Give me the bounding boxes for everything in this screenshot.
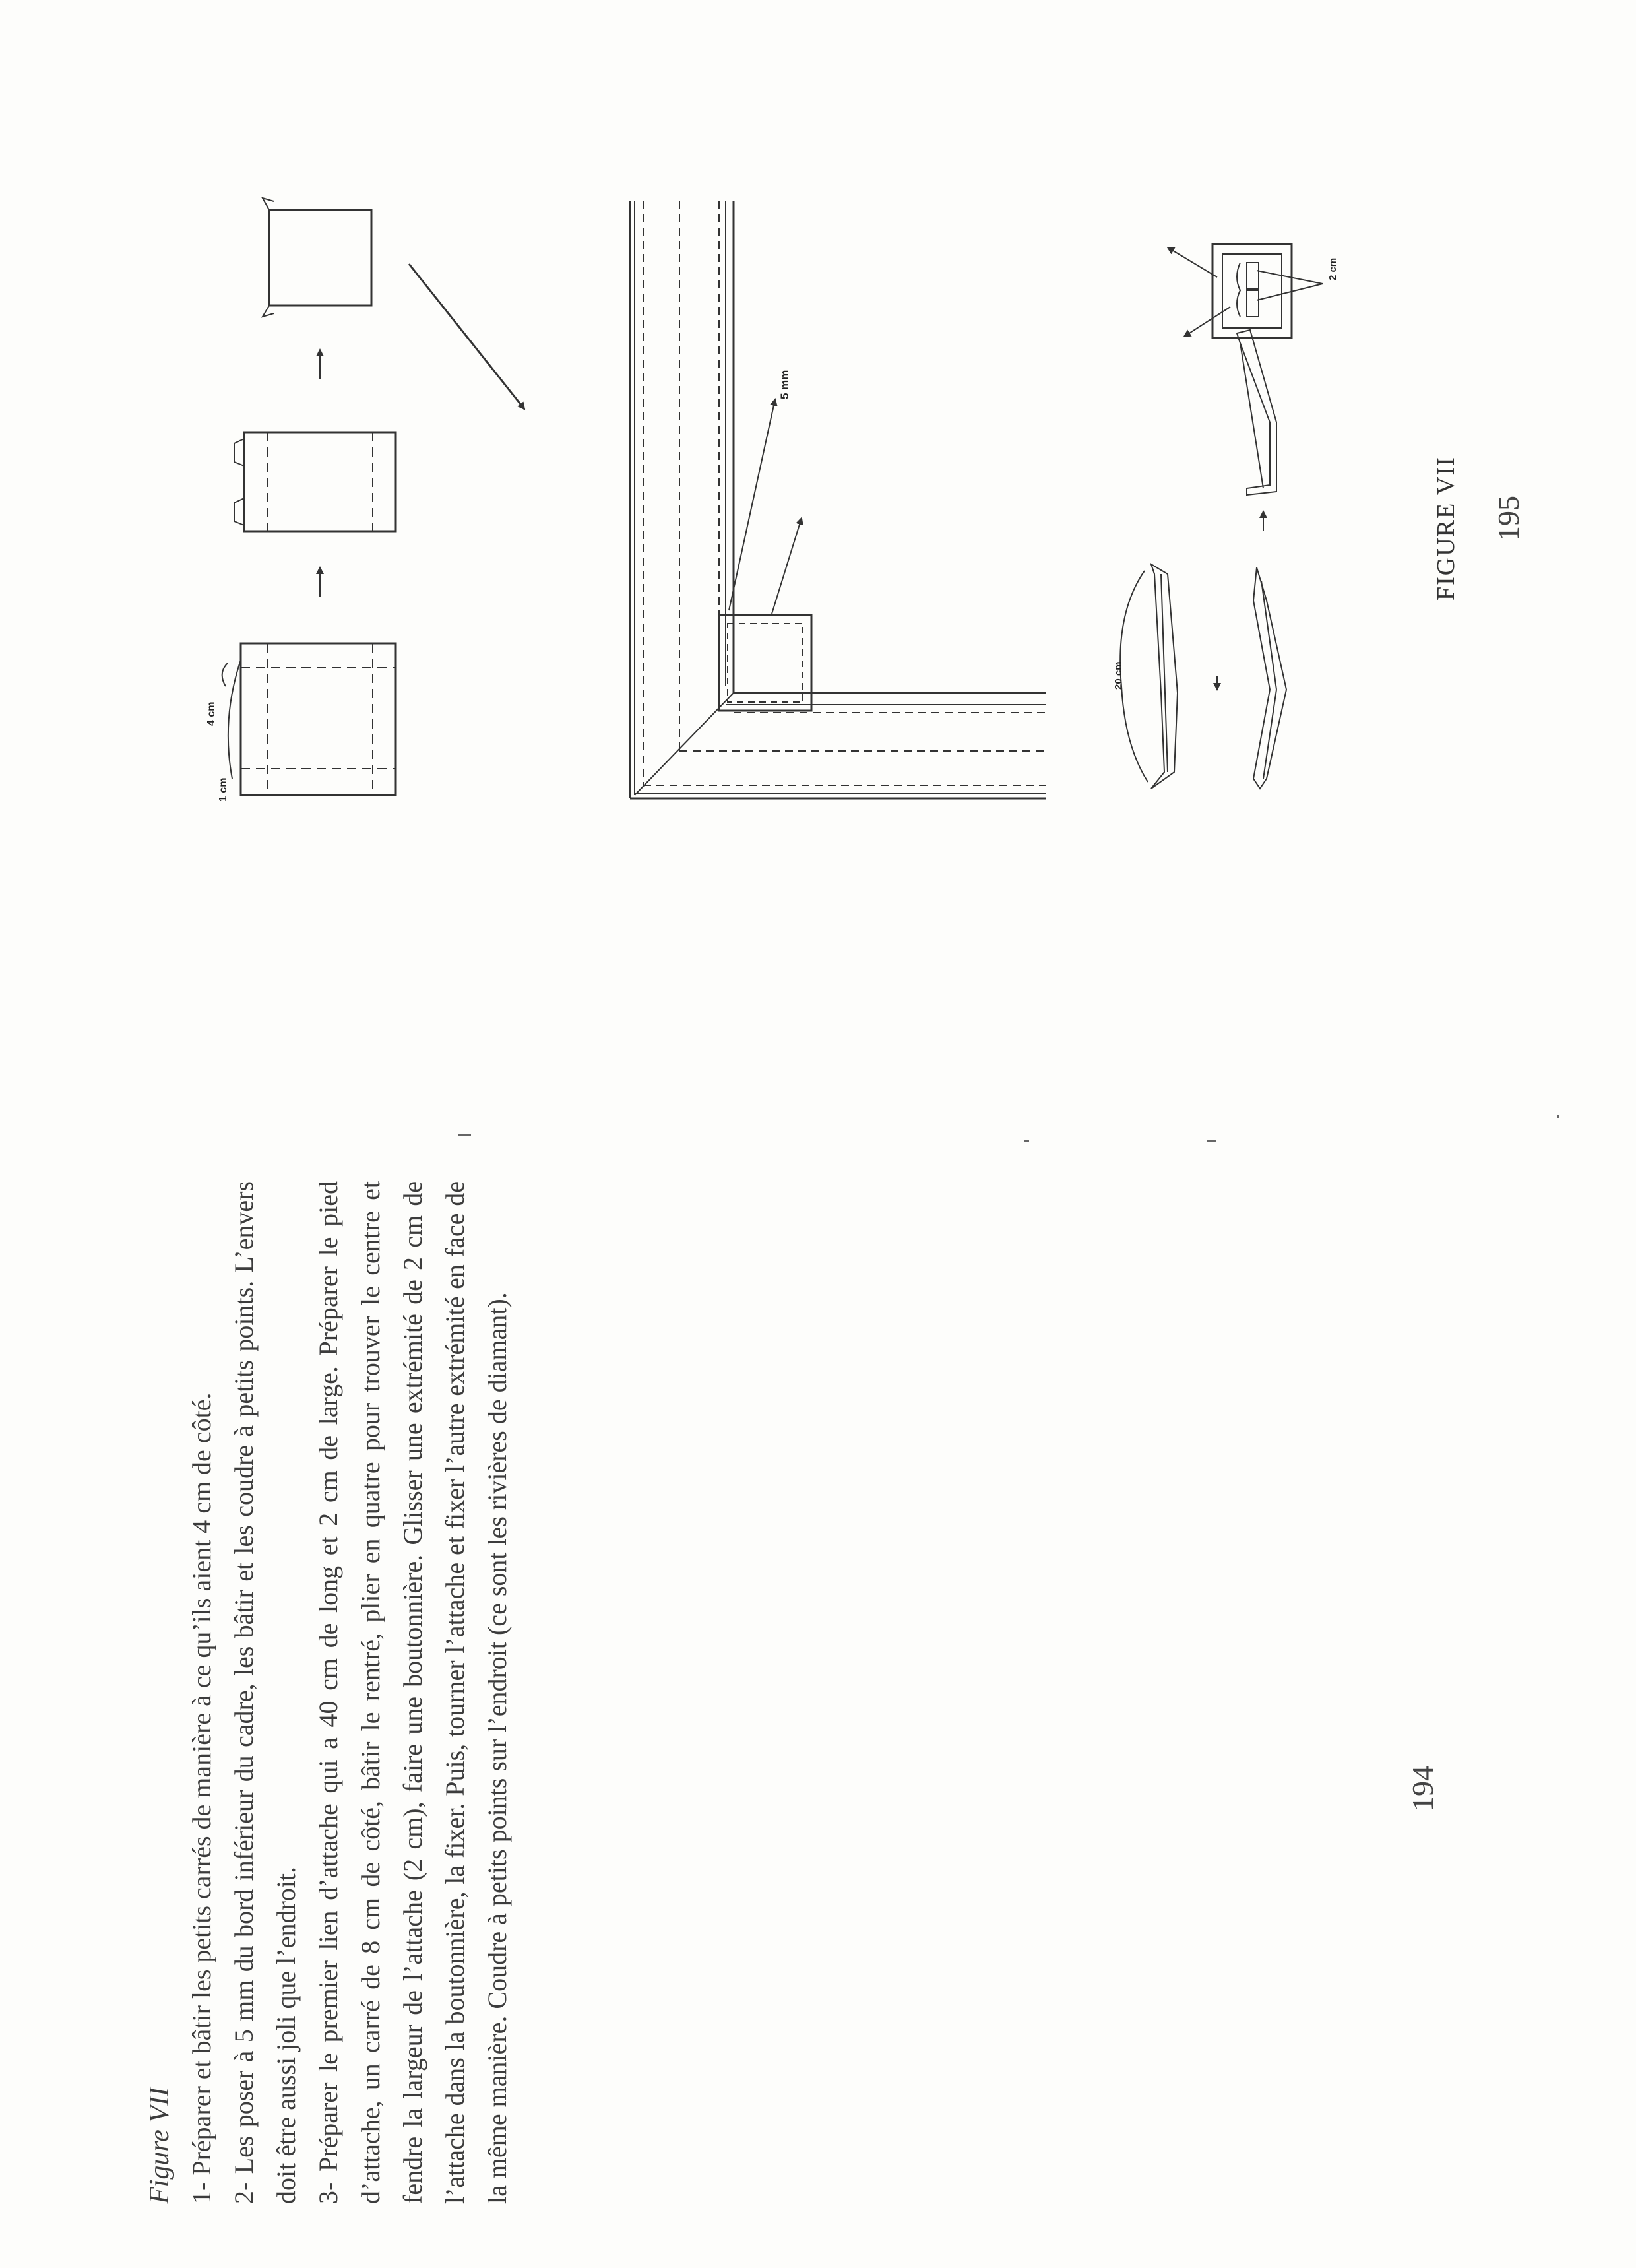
arrow-attach-b [1184,307,1230,337]
label-4cm: 4 cm [206,701,217,726]
scan-speck [1207,1140,1216,1142]
figure-caption: FIGURE VII [1432,456,1460,600]
tie-strip-flat [1151,564,1178,789]
square-step-3 [263,198,371,317]
arrow-attach-a [1168,247,1217,277]
arrow-5mm-b [772,518,802,614]
tie-strip-folded [1253,567,1286,789]
frame-corner [630,201,1046,798]
arrow-slot-b [1257,284,1323,300]
label-20cm: 20 cm [1113,661,1124,690]
scan-speck [1557,1115,1559,1118]
figure-title: Figure VII [144,2087,175,2204]
arrow-to-frame [409,264,524,409]
scan-speck [1024,1140,1029,1142]
step-3-paragraph: 3- Préparer le premier lien d’attache qui a 40 cm de long et 2 cm de large. Préparer le pied d’attache, un carré de 8 cm de côté, bâtir le rentré, plier en quatre pour trouver le centre et fendre la largeur de l’attache (2 cm), faire une boutonnière. Glisser une extrémité de 2 cm de l’attache dans la boutonnière, la fixer. Puis, tourner l’attache et fixer l’autre extrémité en face de la même manière. Coudre à petits points sur l’endroit (ce sont les rivières de diamant). [313,1181,512,2204]
attachment-assembly [1212,244,1292,495]
label-2cm: 2 cm [1327,257,1338,280]
square-step-1 [222,643,396,795]
scan-speck [458,1134,471,1136]
page-number-left: 194 [1406,1766,1439,1811]
arrow-5mm-a [729,399,775,610]
step-2-paragraph: 2- Les poser à 5 mm du bord inférieur du cadre, les bâtir et les coudre à petits points. L’envers doit être aussi joli que l’endroit. [229,1181,301,2204]
step-1-paragraph: 1- Préparer et bâtir les petits carrés de manière à ce qu’ils aient 4 cm de côté. [187,1392,216,2204]
arrow-slot-a [1257,271,1323,284]
label-1cm: 1 cm [218,777,229,802]
page-number-right: 195 [1492,496,1525,541]
square-step-2 [234,432,396,531]
label-5mm: 5 mm [778,370,791,399]
